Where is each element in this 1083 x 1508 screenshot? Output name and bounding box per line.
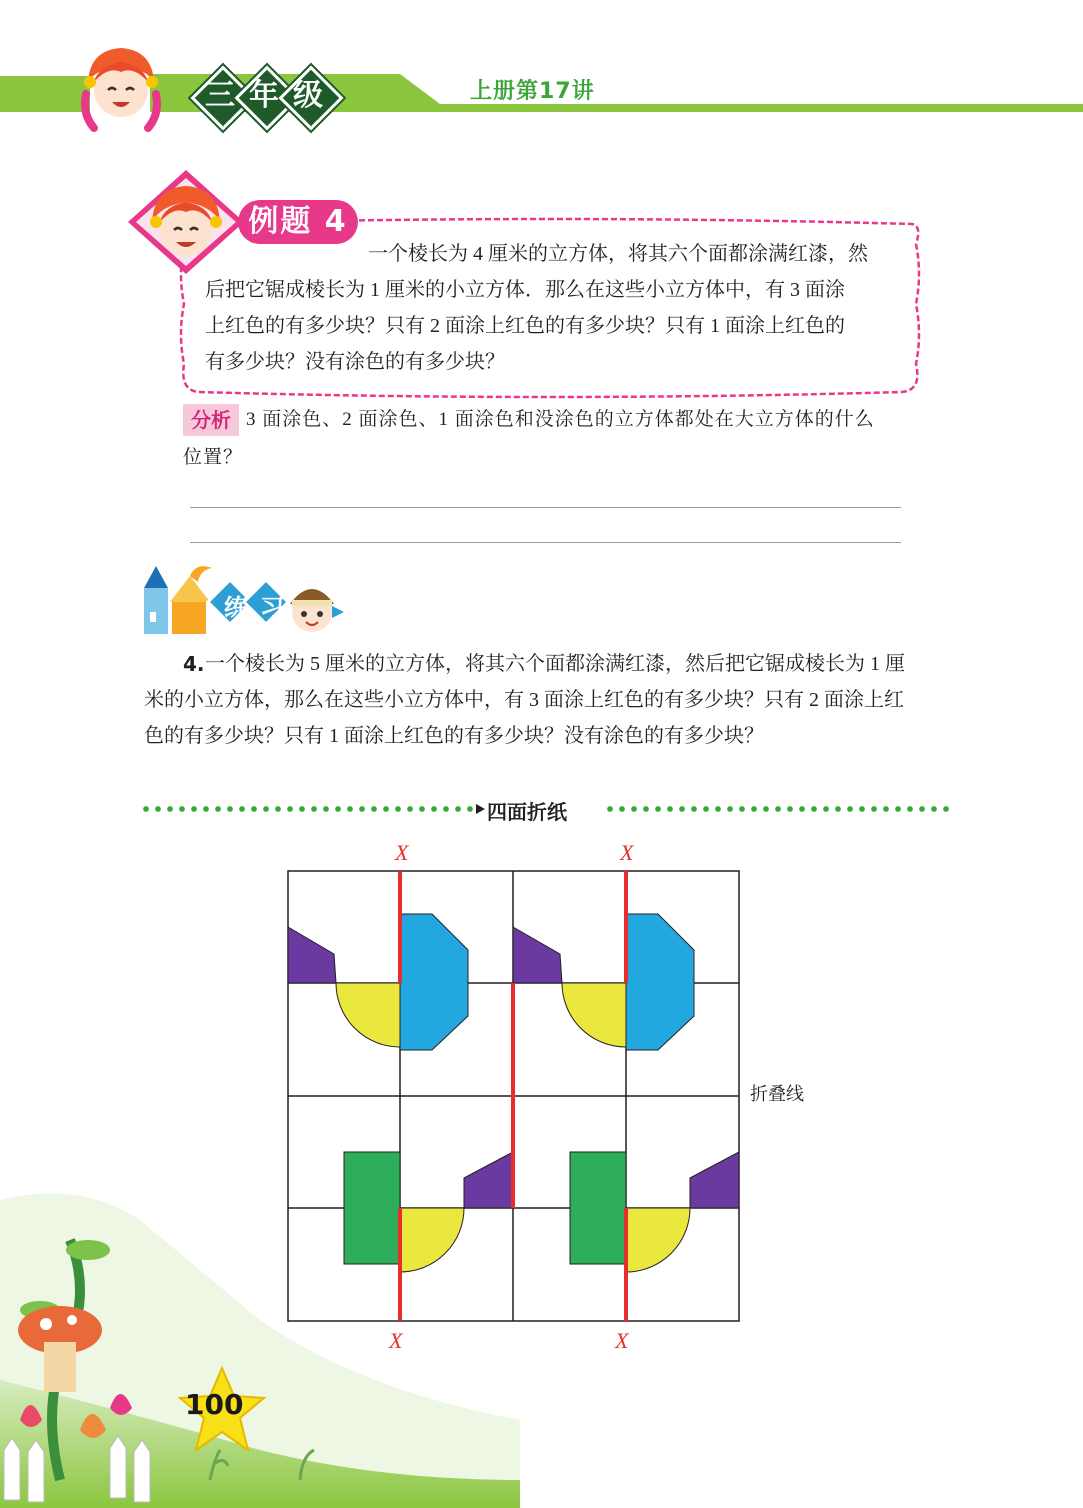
practice-text-line: 米的小立方体，那么在这些小立方体中，有 3 面涂上红色的有多少块？只有 2 面涂上红 xyxy=(144,689,904,711)
example-text-line: 一个棱长为 4 厘米的立方体，将其六个面都涂满红漆，然 xyxy=(368,243,868,265)
practice-text-line: 一个棱长为 5 厘米的立方体，将其六个面都涂满红漆，然后把它锯成棱长为 1 厘 xyxy=(205,653,905,675)
example-text-line: 上红色的有多少块？只有 2 面涂上红色的有多少块？只有 1 面涂上红色的 xyxy=(205,315,845,337)
analysis-tag: 分析 xyxy=(183,404,239,436)
example-text-line: 有多少块？没有涂色的有多少块？ xyxy=(205,351,505,373)
girl-mascot-icon xyxy=(78,42,164,142)
garden-illustration xyxy=(0,1180,520,1508)
cut-mark-x: X xyxy=(620,840,634,865)
practice-title-char: 习 xyxy=(260,594,284,622)
grade-char: 级 xyxy=(293,78,323,113)
grade-badge xyxy=(196,72,336,122)
example-text-line: 后把它锯成棱长为 1 厘米的小立方体．那么在这些小立方体中，有 3 面涂 xyxy=(205,279,845,301)
section-arrow-left xyxy=(476,804,485,814)
practice-title-char: 练 xyxy=(224,594,248,622)
answer-line[interactable] xyxy=(190,507,901,508)
example-title: 例题 4 xyxy=(238,200,358,244)
cut-mark-x: X xyxy=(389,1328,403,1353)
cut-mark-x: X xyxy=(395,840,409,865)
analysis-text-line: 位置？ xyxy=(183,447,244,468)
fold-line-label: 折叠线 xyxy=(750,1084,804,1104)
cut-mark-x: X xyxy=(615,1328,629,1353)
example-girl-icon xyxy=(124,166,248,278)
lecture-label: 上册第17讲 xyxy=(470,79,595,104)
page-number: 100 xyxy=(185,1388,244,1421)
practice-text-line: 色的有多少块？只有 1 面涂上红色的有多少块？没有涂色的有多少块？ xyxy=(144,725,764,747)
analysis-text-line: 3 面涂色、2 面涂色、1 面涂色和没涂色的立方体都处在大立方体的什么 xyxy=(246,409,875,430)
grade-char: 三 xyxy=(205,78,235,113)
section-dots-right xyxy=(604,804,950,814)
grade-char: 年 xyxy=(249,78,279,113)
practice-number: 4. xyxy=(183,652,205,676)
section-dots-left xyxy=(140,804,474,814)
answer-line[interactable] xyxy=(190,542,901,543)
section-title: 四面折纸 xyxy=(487,800,567,824)
